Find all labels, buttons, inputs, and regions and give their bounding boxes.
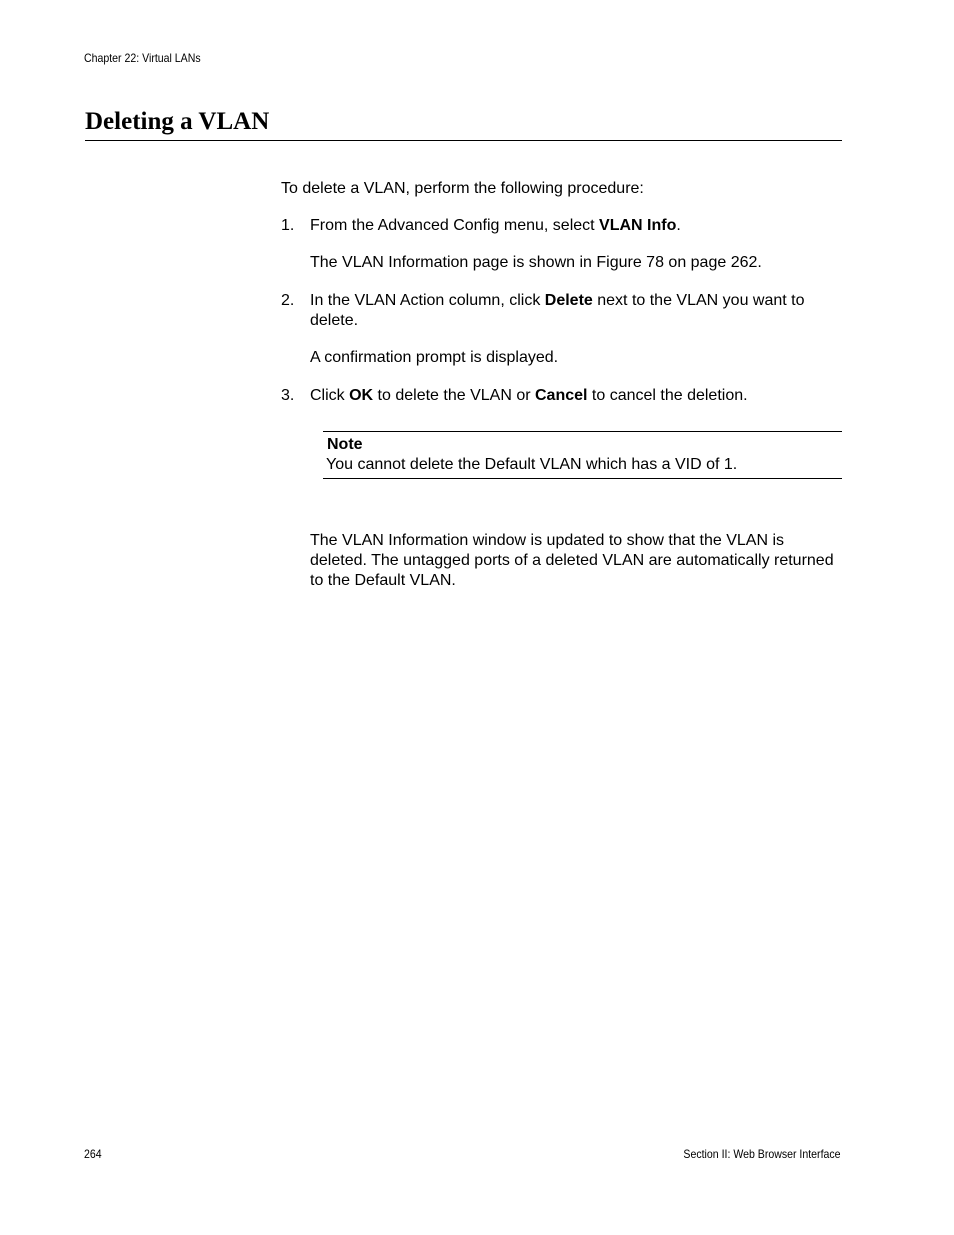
step-text-part: Click xyxy=(310,387,350,404)
step-2 xyxy=(281,291,842,331)
intro-paragraph: To delete a VLAN, perform the following procedure: xyxy=(281,180,644,197)
step-number: 3. xyxy=(281,387,295,404)
note-box xyxy=(323,431,842,479)
step-text-part: . xyxy=(676,217,681,234)
step-text xyxy=(310,291,842,331)
step-1-result: The VLAN Information page is shown in Figure 78 on page 262. xyxy=(310,254,762,271)
step-2-result: A confirmation prompt is displayed. xyxy=(310,349,559,366)
title-rule xyxy=(85,140,842,141)
step-number: 2. xyxy=(281,292,295,309)
footer-section: Section II: Web Browser Interface xyxy=(683,1147,841,1161)
step-text-part: From the Advanced Config menu, select xyxy=(310,217,600,234)
running-header: Chapter 22: Virtual LANs xyxy=(84,51,201,65)
cancel-label: Cancel xyxy=(534,387,588,404)
closing-paragraph: The VLAN Information window is updated to show that the VLAN is deleted. The untagged ports of a deleted VLAN are automatically returned to the Default VLAN. xyxy=(310,532,834,589)
step-3 xyxy=(281,386,842,406)
section-title: Deleting a VLAN xyxy=(85,108,270,135)
step-text xyxy=(310,386,842,406)
step-number: 1. xyxy=(281,217,295,234)
step-text-part: next to the VLAN you want to delete. xyxy=(310,292,805,329)
step-text-part: In the VLAN Action column, click xyxy=(310,292,545,309)
note-text: You cannot delete the Default VLAN which has a VID of 1. xyxy=(326,456,738,473)
page-number: 264 xyxy=(84,1147,102,1161)
ok-label: OK xyxy=(349,387,374,404)
menu-item-name: VLAN Info xyxy=(599,217,677,234)
step-text xyxy=(310,216,842,236)
step-1 xyxy=(281,216,842,236)
action-name: Delete xyxy=(544,292,593,309)
step-text-part: to delete the VLAN or xyxy=(373,387,535,404)
note-label: Note xyxy=(327,436,363,453)
step-text-part: to cancel the deletion. xyxy=(587,387,748,404)
